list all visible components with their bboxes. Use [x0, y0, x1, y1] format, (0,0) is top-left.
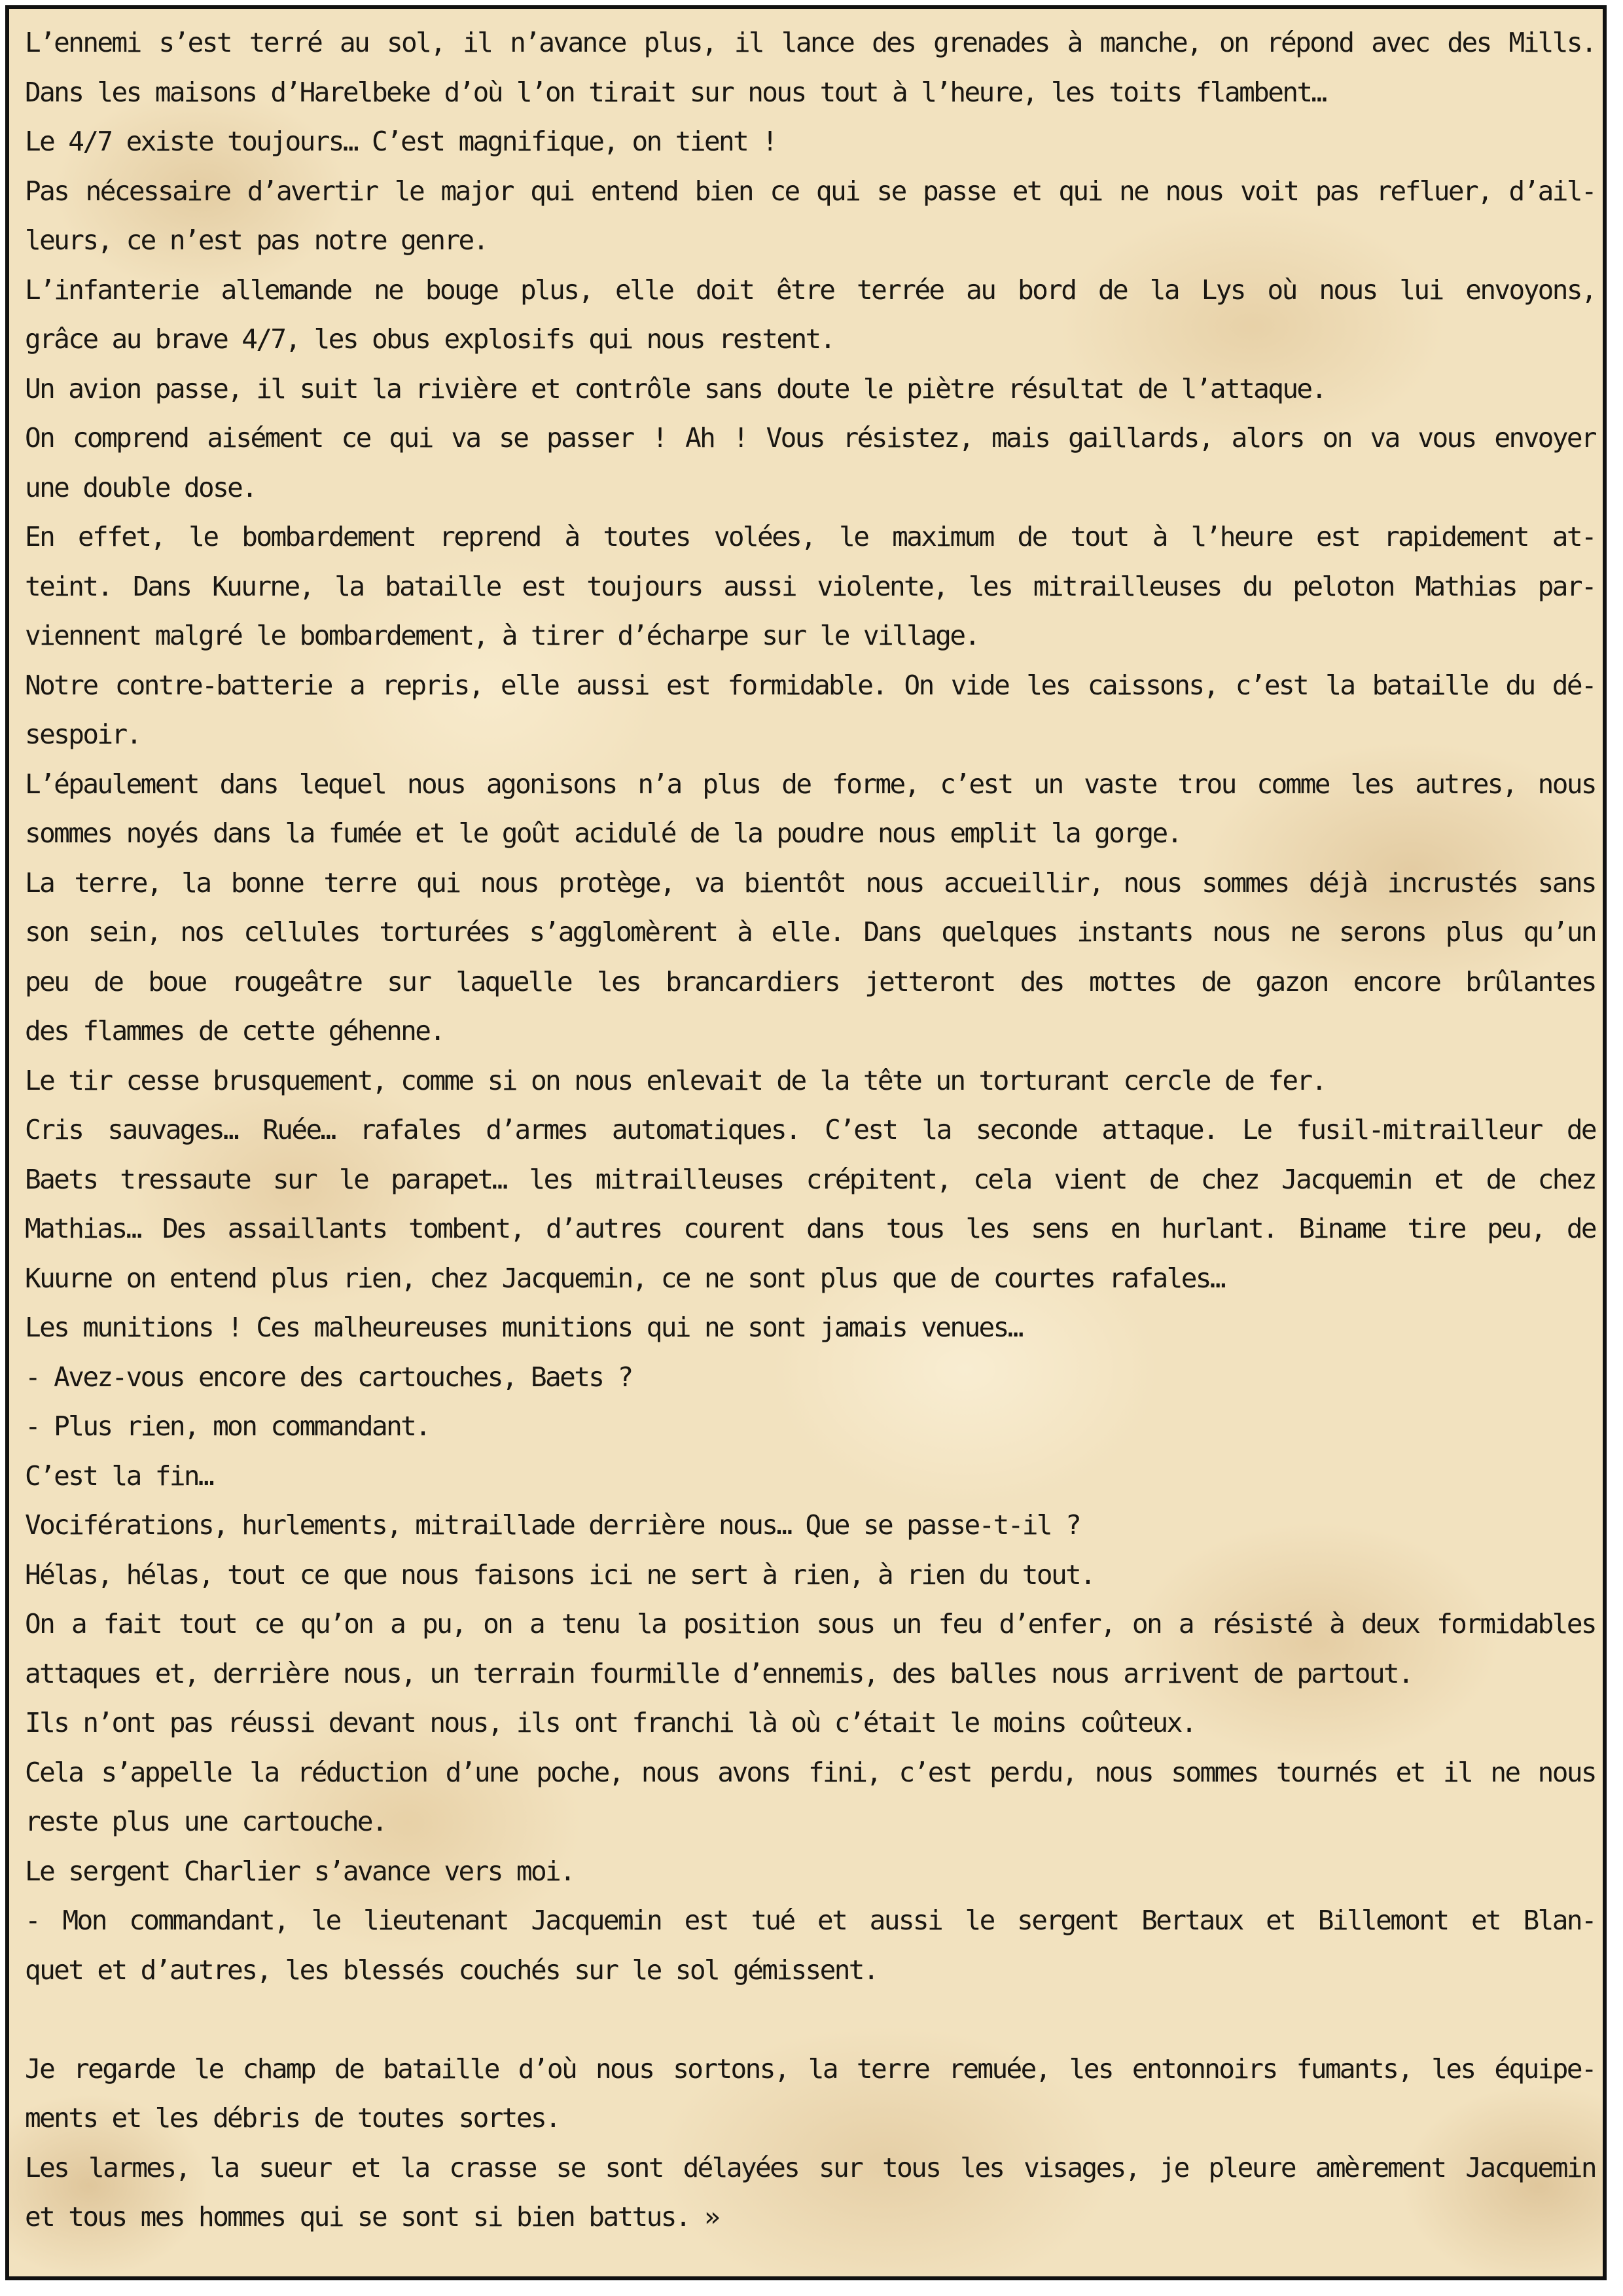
text-line: L’ennemi s’est terré au sol, il n’avance plus, il lance des grenades à manche, on répond avec des Mills. [25, 27, 1596, 58]
narrative-text-block [25, 18, 1596, 2242]
text-line: - Plus rien, mon commandant. [25, 1410, 430, 1442]
text-line: - Mon commandant, le lieutenant Jacquemin est tué et aussi le sergent Bertaux et Billemont et Blan- [25, 1905, 1596, 1936]
text-line: Le 4/7 existe toujours… C’est magnifique, on tient ! [25, 126, 777, 157]
text-line: - Avez-vous encore des cartouches, Baets ? [25, 1361, 632, 1393]
text-line: des flammes de cette géhenne. [25, 1015, 444, 1047]
text-line: Cris sauvages… Ruée… rafales d’armes automatiques. C’est la seconde attaque. Le fusil-mitrailleur de [25, 1114, 1596, 1145]
text-line: teint. Dans Kuurne, la bataille est toujours aussi violente, les mitrailleuses du peloton Mathias par- [25, 570, 1596, 602]
text-line: Les munitions ! Ces malheureuses munitions qui ne sont jamais venues… [25, 1312, 1022, 1343]
text-line: L’épaulement dans lequel nous agonisons n’a plus de forme, c’est un vaste trou comme les autres, nous [25, 768, 1596, 800]
parchment-panel [5, 5, 1607, 2280]
text-line: La terre, la bonne terre qui nous protège, va bientôt nous accueillir, nous sommes déjà incrustés sans [25, 867, 1596, 899]
text-line: Je regarde le champ de bataille d’où nous sortons, la terre remuée, les entonnoirs fumants, les équipe- [25, 2053, 1596, 2085]
text-line: viennent malgré le bombardement, à tirer d’écharpe sur le village. [25, 620, 979, 651]
text-line: reste plus une cartouche. [25, 1806, 387, 1837]
text-line: son sein, nos cellules torturées s’agglomèrent à elle. Dans quelques instants nous ne serons plus qu’un [25, 916, 1596, 948]
text-line: grâce au brave 4/7, les obus explosifs qui nous restent. [25, 323, 834, 355]
text-line: En effet, le bombardement reprend à toutes volées, le maximum de tout à l’heure est rapidement at- [25, 521, 1596, 552]
text-line: Dans les maisons d’Harelbeke d’où l’on tirait sur nous tout à l’heure, les toits flambent… [25, 76, 1326, 108]
text-line: Pas nécessaire d’avertir le major qui entend bien ce qui se passe et qui ne nous voit pas refluer, d’ail- [25, 175, 1596, 207]
text-line: Le tir cesse brusquement, comme si on nous enlevait de la tête un torturant cercle de fer. [25, 1064, 1326, 1096]
text-line: Hélas, hélas, tout ce que nous faisons ici ne sert à rien, à rien du tout. [25, 1558, 1095, 1590]
text-line: Mathias… Des assaillants tombent, d’autres courent dans tous les sens en hurlant. Biname tire peu, de [25, 1213, 1596, 1244]
text-line: une double dose. [25, 471, 257, 503]
text-line: Baets tressaute sur le parapet… les mitrailleuses crépitent, cela vient de chez Jacquemin et de chez [25, 1163, 1596, 1195]
text-line: attaques et, derrière nous, un terrain fourmille d’ennemis, des balles nous arrivent de partout. [25, 1657, 1413, 1689]
text-line: Cela s’appelle la réduction d’une poche, nous avons fini, c’est perdu, nous sommes tournés et il ne nous [25, 1756, 1596, 1788]
blank-line [25, 1995, 1596, 2045]
text-line: peu de boue rougeâtre sur laquelle les brancardiers jetteront des mottes de gazon encore brûlantes [25, 965, 1596, 997]
text-line: Les larmes, la sueur et la crasse se sont délayées sur tous les visages, je pleure amèrement Jacquemin [25, 2151, 1596, 2183]
text-line: Le sergent Charlier s’avance vers moi. [25, 1855, 575, 1887]
text-line: Kuurne on entend plus rien, chez Jacquemin, ce ne sont plus que de courtes rafales… [25, 1262, 1224, 1294]
text-line: Notre contre-batterie a repris, elle aussi est formidable. On vide les caissons, c’est la bataille du dé- [25, 669, 1596, 701]
text-line: quet et d’autres, les blessés couchés sur le sol gémissent. [25, 1954, 878, 1986]
text-line: On comprend aisément ce qui va se passer ! Ah ! Vous résistez, mais gaillards, alors on va vous envoyer [25, 422, 1596, 454]
text-line: Un avion passe, il suit la rivière et contrôle sans doute le piètre résultat de l’attaque. [25, 372, 1326, 404]
text-line: Vociférations, hurlements, mitraillade derrière nous… Que se passe-t-il ? [25, 1509, 1080, 1541]
text-line: ments et les débris de toutes sortes. [25, 2102, 560, 2134]
text-line: et tous mes hommes qui se sont si bien battus. » [25, 2201, 719, 2233]
text-line: sommes noyés dans la fumée et le goût acidulé de la poudre nous emplit la gorge. [25, 817, 1181, 849]
text-line: Ils n’ont pas réussi devant nous, ils ont franchi là où c’était le moins coûteux. [25, 1707, 1196, 1738]
text-line: sespoir. [25, 719, 141, 750]
text-line: On a fait tout ce qu’on a pu, on a tenu la position sous un feu d’enfer, on a résisté à deux formidables [25, 1608, 1596, 1640]
text-line: leurs, ce n’est pas notre genre. [25, 224, 488, 256]
text-line: C’est la fin… [25, 1460, 213, 1492]
text-line: L’infanterie allemande ne bouge plus, elle doit être terrée au bord de la Lys où nous lui envoyons, [25, 274, 1596, 306]
